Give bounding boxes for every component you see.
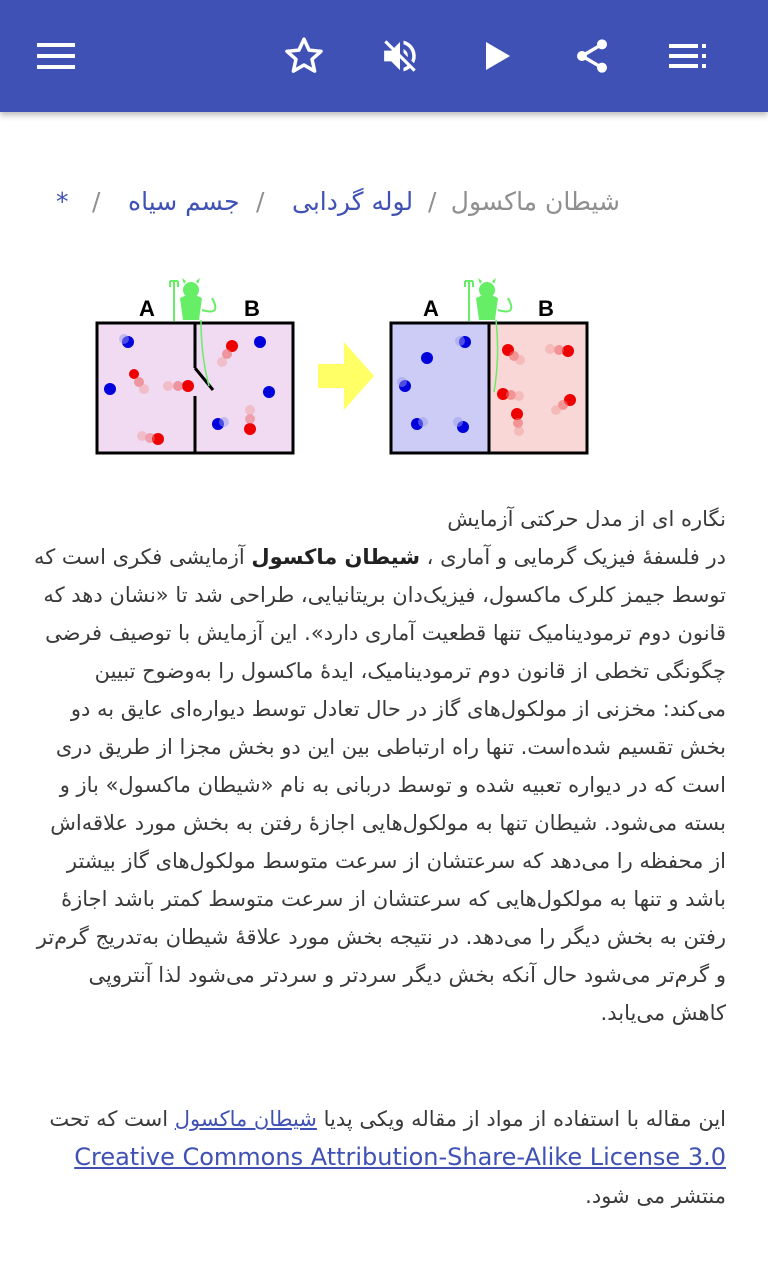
article-body: [32, 500, 726, 1032]
attribution-prefix: این مقاله با استفاده از مواد از مقاله ویکی پدیا: [316, 1107, 726, 1131]
label-b-right: B: [538, 296, 554, 321]
label-a-left: A: [139, 296, 155, 321]
play-icon[interactable]: [472, 30, 524, 82]
attribution-suffix: منتشر می شود.: [585, 1184, 726, 1208]
breadcrumb-separator: /: [428, 187, 437, 216]
breadcrumb-more[interactable]: *: [56, 187, 69, 216]
star-outline-icon[interactable]: [278, 30, 330, 82]
transition-arrow: [318, 342, 374, 410]
volume-off-icon[interactable]: [374, 30, 426, 82]
breadcrumb-separator: /: [92, 187, 101, 216]
breadcrumb: [0, 180, 768, 224]
label-b-left: B: [244, 296, 260, 321]
article-paragraph: [32, 538, 726, 1032]
share-icon[interactable]: [566, 30, 618, 82]
maxwell-demon-figure: [94, 276, 594, 460]
breadcrumb-link-vortex-tube[interactable]: لوله گردابی: [292, 187, 414, 216]
hamburger-menu-icon[interactable]: [30, 30, 82, 82]
breadcrumb-link-black-body[interactable]: جسم سیاه: [128, 187, 240, 216]
breadcrumb-current: شیطان ماکسول: [450, 187, 620, 216]
license-link[interactable]: Creative Commons Attribution-Share-Alike License 3.0: [74, 1143, 726, 1171]
attribution-middle: است که تحت: [49, 1107, 175, 1131]
breadcrumb-separator: /: [256, 187, 265, 216]
attribution: [32, 1100, 726, 1215]
hot-chamber: [489, 323, 587, 453]
figure-caption: نگاره ای از مدل حرکتی آزمایش: [447, 507, 726, 531]
intro-text: در فلسفهٔ فیزیک گرمایی و آماری ،: [420, 545, 726, 569]
body-text: آزمایشی فکری است که توسط جیمز کلرک ماکسول، فیزیک‌دان بریتانیایی، طراحی شد تا «نشان دهد که قانون دوم ترمودینامیک تنها قطعیت آماری دارد». این آزمایش با توصیف فرضی چگونگی تخطی از قانون دوم ترمودینامیک، ایدهٔ ماکسول را به‌وضوح تبیین می‌کند: مخزنی از مولکول‌های گاز در حال تعادل توسط دیواره‌ای عایق به دو بخش تقسیم شده‌است. تنها راه ارتباطی بین این دو بخش مجزا از طریق دری است که در دیواره تعبیه شده و توسط دربانی به نام «شیطان ماکسول» باز و بسته می‌شود. شیطان تنها به مولکول‌هایی اجازهٔ رفتن به بخش مورد علاقه‌اش از محفظه را می‌دهد که سرعتشان از سرعت متوسط مولکول‌های گاز بیشتر باشد و تنها به مولکول‌هایی که سرعتشان از سرعت متوسط کمتر باشد اجازهٔ رفتن به بخش دیگر را می‌دهد. در نتیجه بخش مورد علاقهٔ شیطان به‌تدریج گرم‌تر و گرم‌تر می‌شود حال آنکه بخش دیگر سردتر و سردتر می‌شود لذا آنتروپی کاهش می‌یابد.: [33, 545, 726, 1025]
app-toolbar: [0, 0, 768, 112]
wikipedia-article-link[interactable]: شیطان ماکسول: [174, 1107, 317, 1131]
playlist-icon[interactable]: [662, 30, 714, 82]
article-term: شیطان ماکسول: [251, 545, 420, 569]
label-a-right: A: [423, 296, 439, 321]
